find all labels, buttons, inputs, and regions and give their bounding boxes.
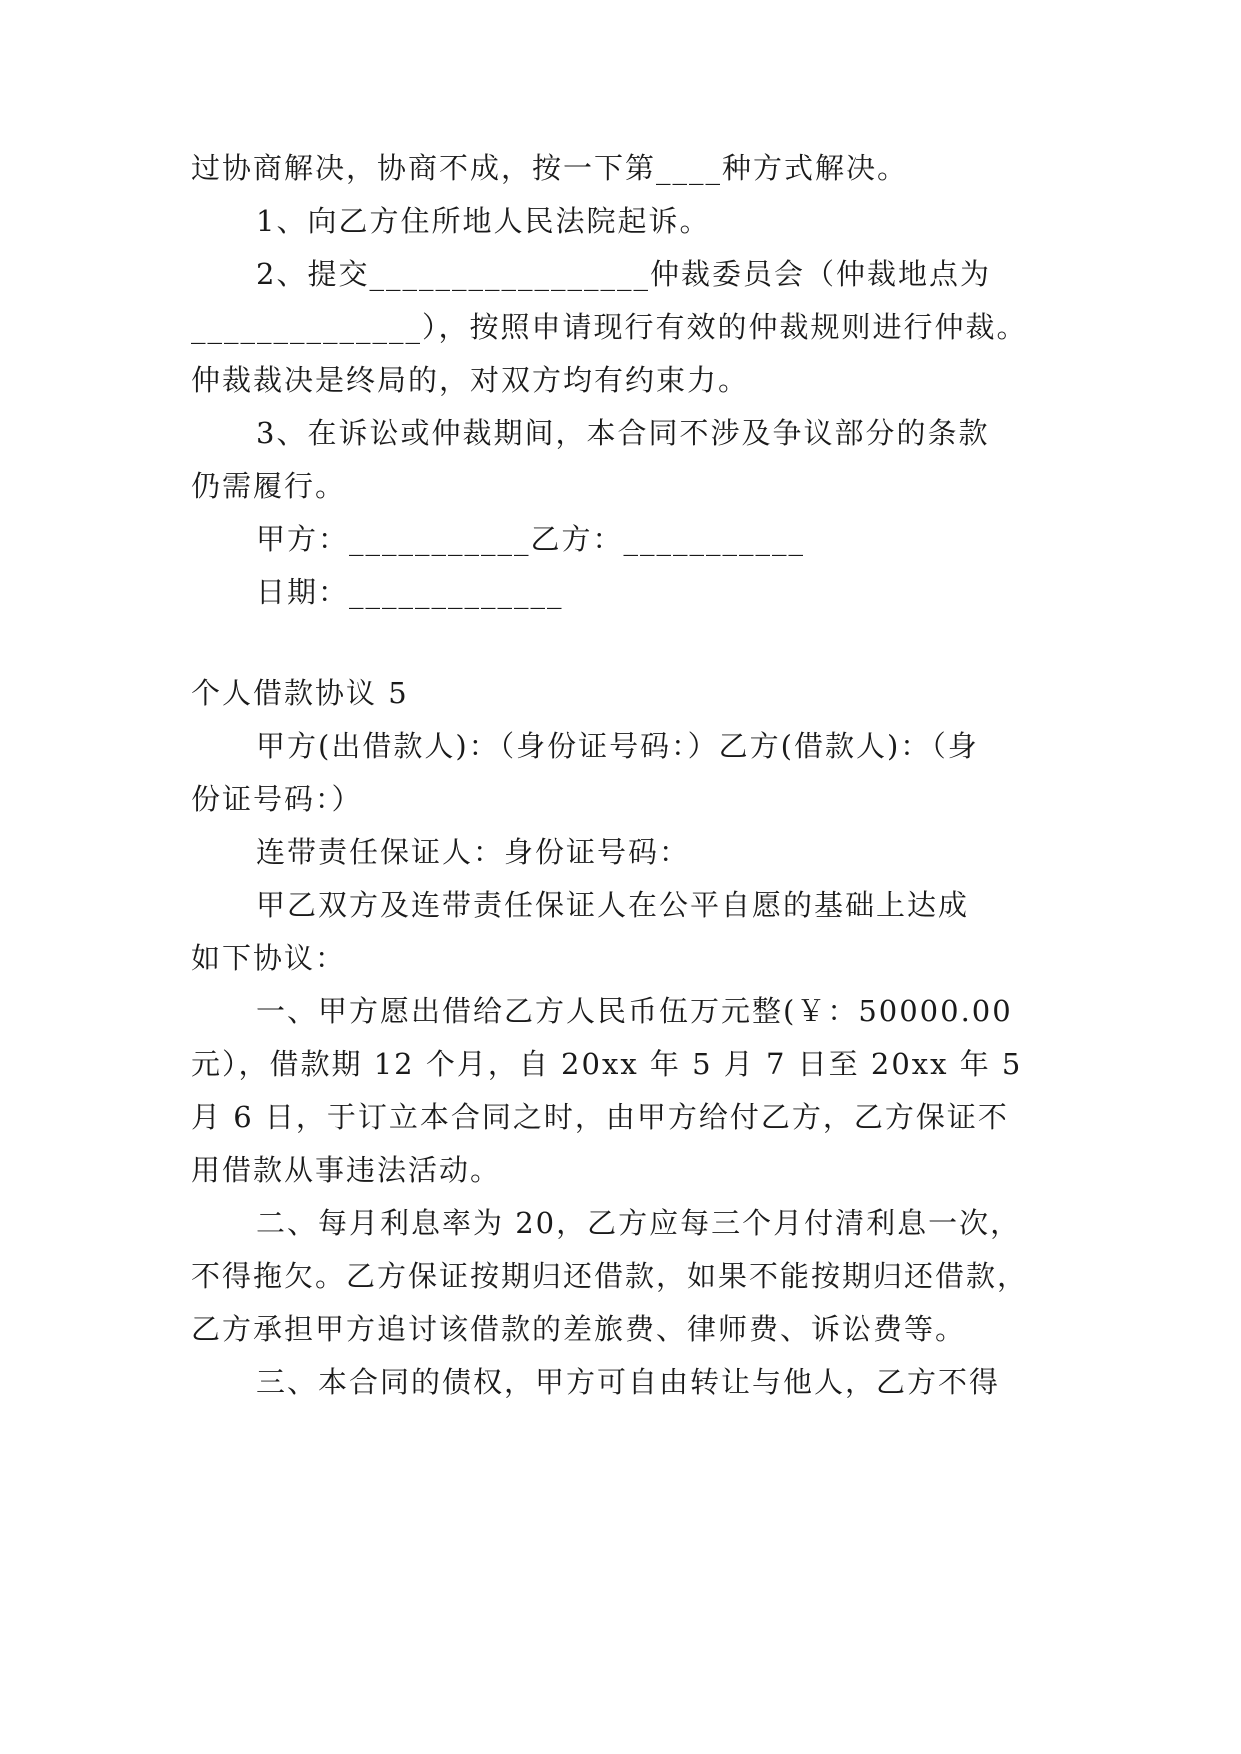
section-heading: 个人借款协议 5 xyxy=(191,676,409,710)
date-line: 日期：_____________ xyxy=(256,575,564,609)
text-line: 二、每月利息率为 20，乙方应每三个月付清利息一次， xyxy=(256,1206,1022,1240)
text-line: 三、本合同的债权，甲方可自由转让与他人，乙方不得 xyxy=(256,1365,1001,1399)
text-line: 如下协议： xyxy=(191,941,347,975)
text-line: 一、甲方愿出借给乙方人民币伍万元整(￥：50000.00 xyxy=(256,994,1013,1028)
text-line: 乙方承担甲方追讨该借款的差旅费、律师费、诉讼费等。 xyxy=(191,1312,967,1346)
text-line: 1、向乙方住所地人民法院起诉。 xyxy=(256,204,711,238)
text-line: 3、在诉讼或仲裁期间，本合同不涉及争议部分的条款 xyxy=(256,416,990,450)
text-line: 甲乙双方及连带责任保证人在公平自愿的基础上达成 xyxy=(256,888,970,922)
text-line: ______________），按照申请现行有效的仲裁规则进行仲裁。 xyxy=(191,310,1028,344)
signature-line: 甲方：___________乙方：___________ xyxy=(256,522,806,556)
text-line: 元），借款期 12 个月，自 20xx 年 5 月 7 日至 20xx 年 5 xyxy=(191,1047,1023,1081)
text-line: 过协商解决，协商不成，按一下第____种方式解决。 xyxy=(191,151,909,185)
text-line: 甲方(出借款人)：（身份证号码：）乙方(借款人)：（身 xyxy=(256,729,979,763)
text-line: 不得拖欠。乙方保证按期归还借款，如果不能按期归还借款， xyxy=(191,1259,1029,1293)
text-line: 仍需履行。 xyxy=(191,469,347,503)
text-line: 用借款从事违法活动。 xyxy=(191,1153,502,1187)
text-line: 月 6 日，于订立本合同之时，由甲方给付乙方，乙方保证不 xyxy=(191,1100,1009,1134)
text-line: 连带责任保证人：身份证号码： xyxy=(256,835,691,869)
text-line: 仲裁裁决是终局的，对双方均有约束力。 xyxy=(191,363,750,397)
text-line: 份证号码：） xyxy=(191,782,363,816)
text-line: 2、提交_________________仲裁委员会（仲裁地点为 xyxy=(256,257,991,291)
